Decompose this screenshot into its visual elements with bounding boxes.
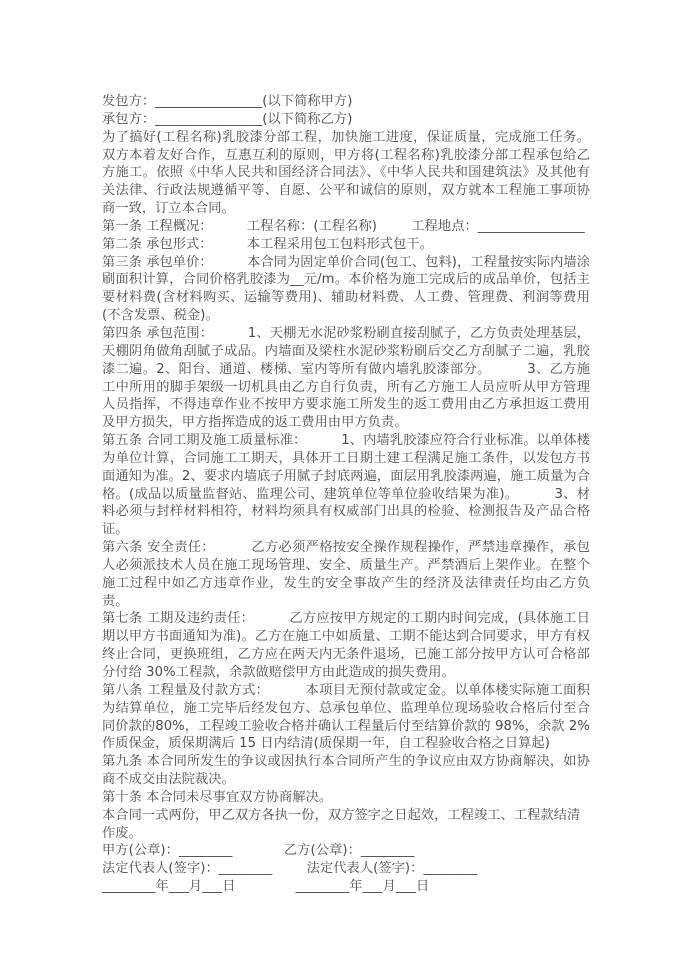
- clause-4-scope-of-work: 第四条 承包范围： 1、天棚无水泥砂浆粉刷直接刮腻子，乙方负责处理基层，天棚阴角做角刮腻子成品。内墙面及梁柱水泥砂浆粉刷后交乙方刮腻子二遍，乳胶漆二遍。2、阳台、通道、楼梯、室内等所有做内墙乳胶漆部分。 3、乙方施工中所用的脚手架级一切机具由乙方自行负责，所有乙方施工人员应听从甲方管理人员指挥，不得违章作业不按甲方要求施工所发生的返工费用由乙方承担返工费用及甲方损失，甲方指挥造成的返工费用由甲方负责。: [102, 325, 590, 431]
- contract-body: [102, 93, 590, 896]
- clause-5-duration-and-quality: 第五条 合同工期及施工质量标准： 1、内墙乳胶漆应符合行业标准。以单体楼为单位计算，合同施工工期天，具体开工日期土建工程满足施工条件，以发包方书面通知为准。2、要求内墙底子用腻子封底两遍，面层用乳胶漆两遍，施工质量为合格。(成品以质量监督站、监理公司、建筑单位等单位验收结果为准)。 3、材料必须与封样材料相符，材料均须具有权威部门出具的检验、检测报告及产品合格证。: [102, 433, 590, 538]
- closing-statement: 本合同一式两份，甲乙双方各执一份，双方签字之日起效，工程竣工、工程款结清作废。: [102, 807, 581, 841]
- date-line: ________年___月___日 ________年___月___日: [102, 879, 430, 895]
- clause-1-project-overview: 第一条 工程概况： 工程名称：(工程名称) 工程地点：________________: [102, 218, 585, 234]
- clause-7-duration-and-breach: 第七条 工期及违约责任： 乙方应按甲方规定的工期内时间完成，(具体施工日期以甲方书面通知为准)。乙方在施工中如质量、工期不能达到合同要求，甲方有权终止合同，更换班组，乙方应在两天内无条件退场，已施工部分按甲方认可合格部分付给 30%工程款，余款做赔偿甲方由此造成的损失费用。: [102, 611, 590, 680]
- seal-signature-line: 甲方(公章)：________ 乙方(公章)：________: [102, 843, 415, 859]
- party-b-line: 承包方：________________(以下简称乙方): [102, 111, 353, 127]
- clause-3-unit-price: 第三条 承包单价： 本合同为固定单价合同(包工、包料)，工程量按实际内墙涂刷面积计算，合同价格乳胶漆为__元/m。本价格为施工完成后的成品单价，包括主要材料费(含材料购买、运输等费用)、辅助材料费、人工费、管理费、利润等费用(不含发票、税金)。: [102, 254, 590, 324]
- clause-8-quantity-and-payment: 第八条 工程量及付款方式： 本项目无预付款或定金。以单体楼实际施工面积为结算单位，施工完毕后经发包方、总承包单位、监理单位现场验收合格后付至合同价款的80%，工程竣工验收合格并确认工程量后付至结算价款的 98%，余款 2%作质保金，质保期满后 15 日内结清(质保期一年，自工程验收合格之日算起): [102, 682, 590, 752]
- clause-6-safety-responsibility: 第六条 安全责任： 乙方必须严格按安全操作规程操作，严禁违章操作，承包人必须派技术人员在施工现场管理、安全、质量生产。严禁酒后上架作业。在整个施工过程中如乙方违章作业，发生的安全事故产生的经济及法律责任均由乙方负责。: [102, 540, 590, 609]
- clause-10-other-matters: 第十条 本合同未尽事宜双方协商解决。: [102, 789, 333, 805]
- legal-representative-line: 法定代表人(签字)：________ 法定代表人(签字)：________: [102, 861, 478, 877]
- clause-9-dispute-resolution: 第九条 本合同所发生的争议或因执行本合同所产生的争议应由双方协商解决，如协商不成交由法院裁决。: [102, 754, 590, 788]
- party-a-line: 发包方：________________(以下简称甲方): [102, 94, 353, 109]
- clause-2-contract-form: 第二条 承包形式： 本工程采用包工包料形式包干。: [102, 236, 433, 252]
- preamble-paragraph: 为了搞好(工程名称)乳胶漆分部工程，加快施工进度，保证质量，完成施工任务。双方本着友好合作，互惠互利的原则，甲方将(工程名称)乳胶漆分部工程承包给乙方施工。依照《中华人民共和国经济合同法》、《中华人民共和国建筑法》及其他有关法律、行政法规遵循平等、自愿、公平和诚信的原则，双方就本工程施工事项协商一致，订立本合同。: [102, 129, 590, 217]
